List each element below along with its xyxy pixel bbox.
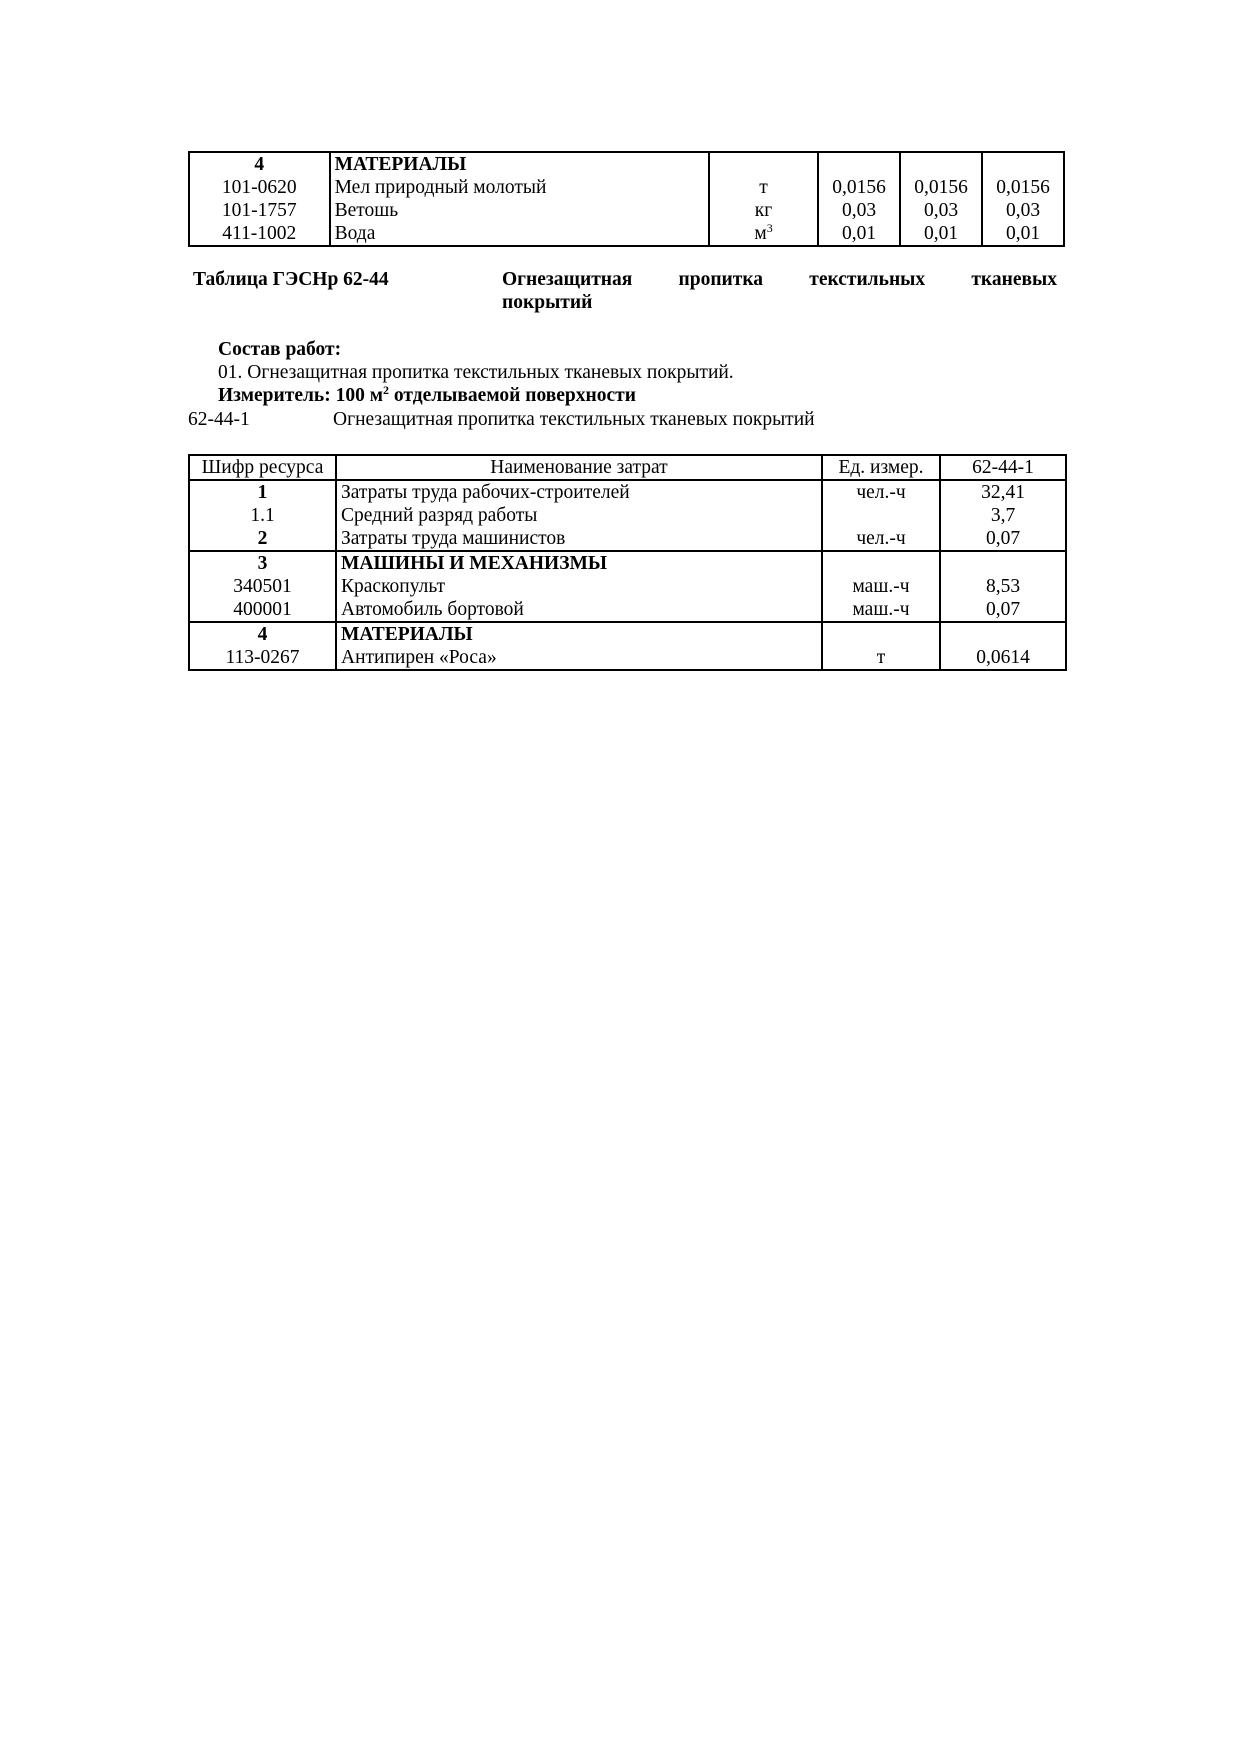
resource-code: 340501: [233, 576, 292, 597]
resource-unit: т: [822, 646, 940, 670]
title-word: пропитка: [678, 269, 764, 290]
resource-unit: т: [709, 176, 818, 199]
table-row: [189, 622, 1066, 646]
resource-code: 101-0620: [221, 177, 297, 198]
resource-name: Вода: [330, 222, 709, 246]
norm-value: 0,0156: [818, 176, 900, 199]
resource-code: 4: [254, 154, 265, 175]
title-word: Огнезащитная: [502, 269, 633, 290]
work-composition-title: Состав работ:: [218, 339, 342, 360]
resource-code: 101-1757: [221, 200, 297, 221]
resource-unit: кг: [709, 199, 818, 222]
norm-value: 8,53: [940, 575, 1066, 598]
norm-value: 0,0156: [982, 176, 1064, 199]
work-composition-item: 01. Огнезащитная пропитка текстильных тканевых покрытий.: [218, 362, 734, 383]
resource-code: 4: [189, 622, 336, 646]
resource-code: 411-1002: [222, 223, 297, 244]
resource-code: 2: [257, 528, 268, 549]
norm-value: 0,01: [900, 222, 982, 246]
resource-name: МАТЕРИАЛЫ: [336, 622, 822, 646]
resource-unit: [822, 551, 940, 575]
resource-unit: [822, 622, 940, 646]
resource-unit: $м^3$: [709, 222, 818, 246]
norm-value: [940, 551, 1066, 575]
norm-value: 0,0614: [940, 646, 1066, 670]
resource-code: 113-0267: [225, 647, 300, 668]
resource-unit: [709, 152, 818, 176]
resource-code: 1.1: [250, 505, 275, 526]
resource-name: Мел природный молотый: [330, 176, 709, 199]
table-row: [189, 480, 1066, 504]
norm-value: 3,7: [940, 504, 1066, 527]
column-header-code: Шифр ресурса: [189, 455, 336, 480]
table-row: [189, 504, 1066, 527]
norm-value: 0,03: [982, 199, 1064, 222]
norm-value: 32,41: [940, 480, 1066, 504]
resource-unit: маш.-ч: [822, 598, 940, 622]
norm-value: 0,01: [982, 222, 1064, 246]
norm-value: 0,07: [940, 527, 1066, 551]
norm-value: 0,07: [940, 598, 1066, 622]
resource-name: Краскопульт: [336, 575, 822, 598]
resource-name: МАТЕРИАЛЫ: [330, 152, 709, 176]
resource-name: МАШИНЫ И МЕХАНИЗМЫ: [336, 551, 822, 575]
norm-value: 0,03: [900, 199, 982, 222]
table-title: [502, 268, 1057, 314]
norm-value: [818, 152, 900, 176]
resource-unit: чел.-ч: [822, 527, 940, 551]
resource-code: 400001: [233, 599, 292, 620]
resource-name: Затраты труда рабочих-строителей: [336, 480, 822, 504]
table-label: Таблица ГЭСНр 62-44: [193, 269, 389, 290]
norm-code: 62-44-1: [188, 409, 250, 430]
resource-name: Ветошь: [330, 199, 709, 222]
table-row: [189, 598, 1066, 622]
resource-name: Затраты труда машинистов: [336, 527, 822, 551]
table-row: [189, 222, 1064, 246]
norm-value: 0,03: [818, 199, 900, 222]
resource-unit: маш.-ч: [822, 575, 940, 598]
norm-value: [982, 152, 1064, 176]
column-header-name: Наименование затрат: [336, 455, 822, 480]
resource-name: Антипирен «Роса»: [336, 646, 822, 670]
column-header-value: 62-44-1: [940, 455, 1066, 480]
table-row: [189, 575, 1066, 598]
table-row: [189, 176, 1064, 199]
resource-code: 1: [257, 482, 268, 503]
title-line-2: покрытий: [502, 292, 593, 313]
table-row: [189, 527, 1066, 551]
resource-unit: [822, 504, 940, 527]
materials-continuation-table: [188, 151, 1065, 247]
table-row: [189, 152, 1064, 176]
resources-table: [188, 454, 1067, 671]
norm-value: [940, 622, 1066, 646]
resource-code: 3: [189, 551, 336, 575]
title-word: текстильных: [809, 269, 926, 290]
norm-value: 0,01: [818, 222, 900, 246]
norm-value: [900, 152, 982, 176]
resource-name: Автомобиль бортовой: [336, 598, 822, 622]
table-row: [189, 551, 1066, 575]
column-header-unit: Ед. измер.: [822, 455, 940, 480]
norm-name: Огнезащитная пропитка текстильных тканевых покрытий: [333, 409, 815, 430]
measurement-unit: Измеритель: 100 $м^2$ отделываемой поверхности: [218, 383, 636, 406]
resource-name: Средний разряд работы: [336, 504, 822, 527]
table-header-row: [189, 455, 1066, 480]
table-row: [189, 646, 1066, 670]
norm-value: 0,0156: [900, 176, 982, 199]
table-row: [189, 199, 1064, 222]
title-word: тканевых: [971, 269, 1057, 290]
resource-unit: чел.-ч: [822, 480, 940, 504]
